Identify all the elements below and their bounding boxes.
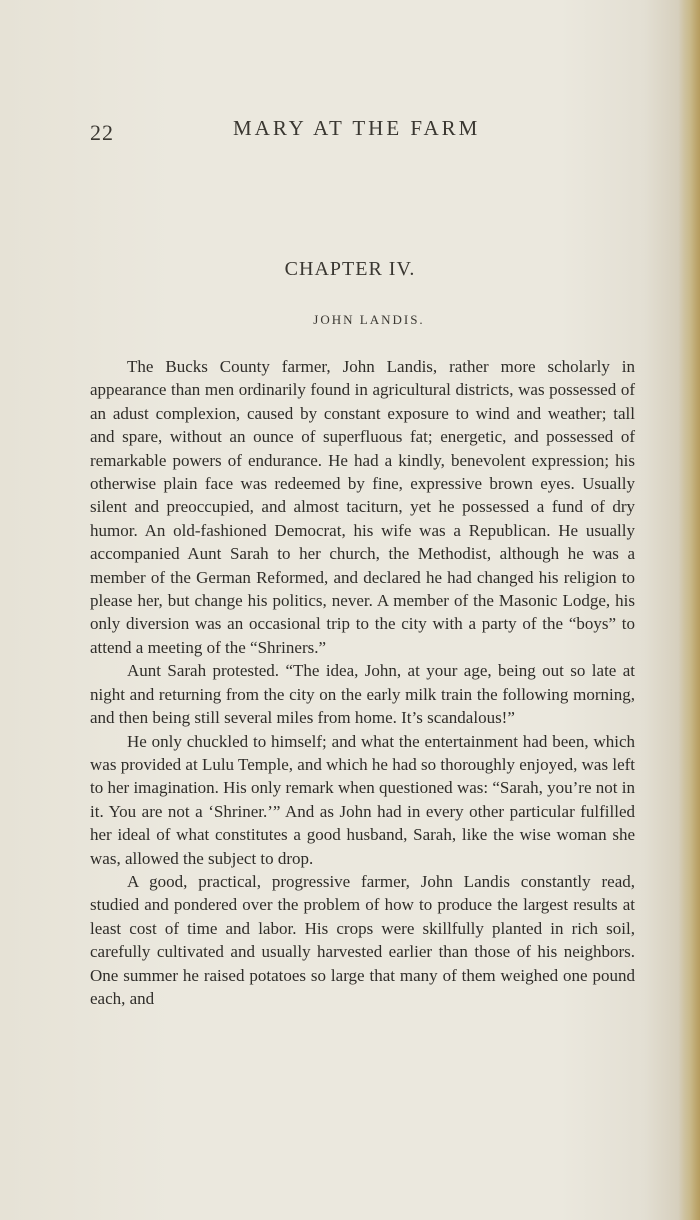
chapter-title: CHAPTER IV. bbox=[284, 258, 416, 280]
running-head bbox=[90, 116, 640, 146]
paragraph: He only chuckled to himself; and what the entertainment had been, which was provided at Lulu Temple, and which he had so thoroughly enjoyed, was left to her imagination. His only remark when questioned was: “Sarah, you’re not in it. You are not a ‘Shriner.’” And as John had in every other particular fulfilled her ideal of what constitutes a good husband, Sarah, like the wise woman she was, allowed the subject to drop. bbox=[90, 731, 635, 868]
chapter-subtitle: JOHN LANDIS. bbox=[313, 312, 425, 327]
paragraph: Aunt Sarah protested. “The idea, John, at your age, being out so late at night and returning from the city on the early milk train the following morning, and then being still several miles from home. It’s scandalous!” bbox=[90, 661, 635, 728]
paragraph: A good, practical, progressive farmer, John Landis constantly read, studied and pondered over the problem of how to produce the largest results at least cost of time and labor. His crops were skillfully planted in rich soil, carefully cultivated and usually harvested earlier than those of his neighbors. One summer he raised potatoes so large that many of them weighed one pound each, and bbox=[90, 871, 635, 1008]
body-text bbox=[90, 355, 635, 1010]
book-title: MARY AT THE FARM bbox=[233, 116, 481, 140]
paragraph: The Bucks County farmer, John Landis, rather more scholarly in appearance than men ordinarily found in agricultural districts, was possessed of an adust complexion, caused by constant exposure to wind and weather; tall and spare, without an ounce of superfluous fat; energetic, and possessed of remarkable powers of endurance. He had a kindly, benevolent expression; his otherwise plain face was redeemed by fine, expressive brown eyes. Usually silent and preoccupied, and almost taciturn, yet he possessed a fund of dry humor. An old-fashioned Democrat, his wife was a Republican. He usually accompanied Aunt Sarah to her church, the Methodist, although he was a member of the German Reformed, and declared he had changed his religion to please her, but change his politics, never. A member of the Masonic Lodge, his only diversion was an occasional trip to the city with a party of the “boys” to attend a meeting of the “Shriners.” bbox=[90, 357, 635, 657]
page-gutter-shadow bbox=[678, 0, 700, 1220]
page-number: 22 bbox=[90, 120, 114, 145]
